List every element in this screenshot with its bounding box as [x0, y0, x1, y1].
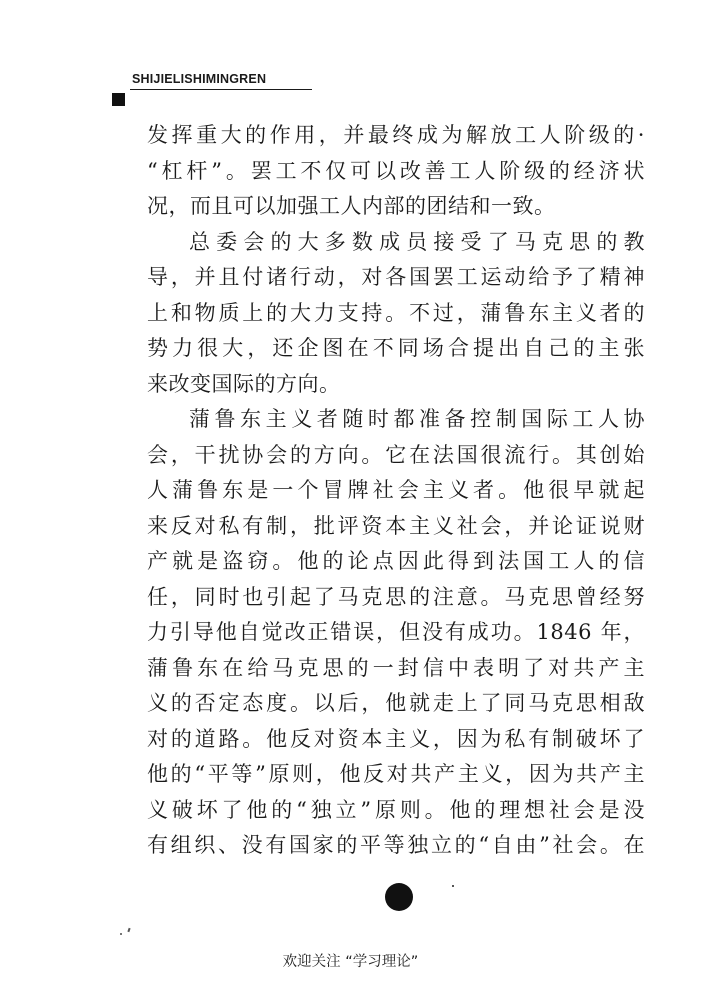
scan-speck — [127, 928, 130, 932]
scan-speck — [120, 933, 122, 935]
text-line: 势力很大，还企图在不同场合提出自己的主张 — [147, 336, 645, 360]
text-line: 会，干扰协会的方向。它在法国很流行。其创始 — [147, 442, 645, 467]
square-marker — [112, 93, 125, 106]
text-line: 任，同时也引起了马克思的注意。马克思曾经努 — [147, 584, 645, 609]
text-line: 力引导他自觉改正错误，但没有成功。1846 年， — [147, 620, 645, 644]
text-line: 义的否定态度。以后，他就走上了同马克思相敌 — [147, 691, 645, 715]
footer-note: 欢迎关注 “学习理论” — [282, 954, 419, 970]
text-line: 人蒲鲁东是一个冒牌社会主义者。他很早就起 — [147, 478, 645, 502]
text-line: 对的道路。他反对资本主义，因为私有制破坏了 — [147, 726, 645, 751]
text-line: 蒲鲁东主义者随时都准备控制国际工人协 — [189, 407, 645, 431]
text-line: 蒲鲁东在给马克思的一封信中表明了对共产主 — [147, 655, 645, 680]
scan-speck — [452, 885, 454, 887]
text-line: 来改变国际的方向。 — [147, 371, 341, 396]
text-line: 产就是盗窃。他的论点因此得到法国工人的信 — [147, 549, 645, 573]
text-line: 他的“平等”原则，他反对共产主义，因为共产主 — [147, 762, 645, 786]
text-line: 有组织、没有国家的平等独立的“自由”社会。在 — [147, 833, 645, 857]
text-line: 义破坏了他的“独立”原则。他的理想社会是没 — [147, 797, 645, 822]
text-line: “杠杆”。罢工不仅可以改善工人阶级的经济状 — [147, 158, 645, 183]
text-line: 来反对私有制，批评资本主义社会，并论证说财 — [147, 513, 645, 538]
body-text — [147, 118, 645, 864]
text-line: 总委会的大多数成员接受了马克思的教 — [189, 229, 645, 254]
page-dot-ornament — [385, 883, 413, 911]
text-line: 况，而且可以加强工人内部的团结和一致。 — [147, 194, 556, 218]
text-line: 上和物质上的大力支持。不过，蒲鲁东主义者的 — [147, 300, 645, 325]
running-header: SHIJIELISHIMINGREN — [132, 72, 267, 86]
text-line: 发挥重大的作用，并最终成为解放工人阶级的· — [147, 123, 645, 147]
header-rule — [130, 89, 312, 90]
text-line: 导，并且付诸行动，对各国罢工运动给予了精神 — [147, 265, 645, 289]
